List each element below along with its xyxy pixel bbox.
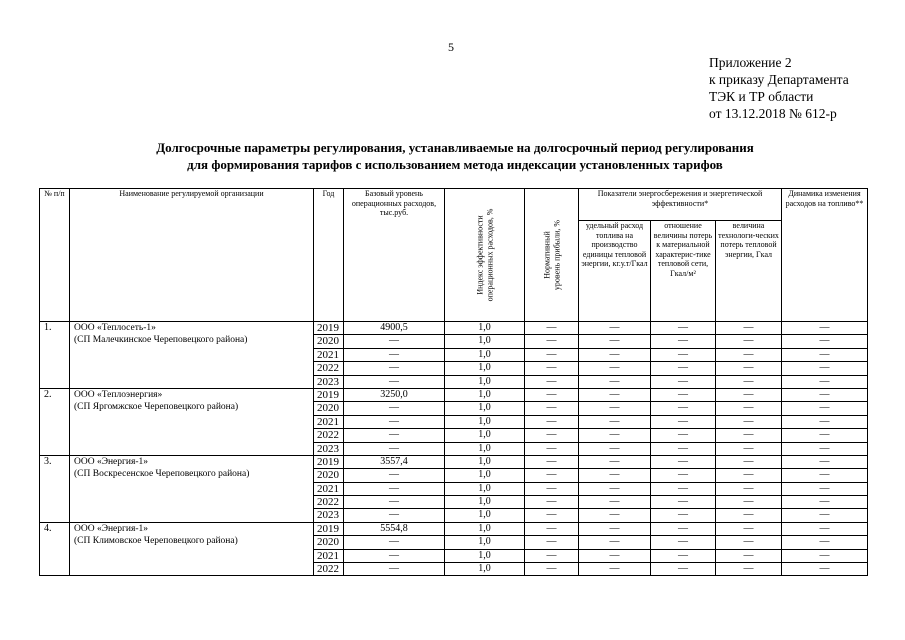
- base-expenses-cell: —: [344, 442, 445, 455]
- base-expenses-cell: 4900,5: [344, 322, 445, 335]
- profit-level-cell: —: [525, 522, 579, 535]
- heat-losses-cell: —: [716, 442, 782, 455]
- organization-name: [70, 455, 314, 522]
- profit-level-cell: —: [525, 402, 579, 415]
- profit-level-cell: —: [525, 549, 579, 562]
- header-eff-index: [445, 189, 525, 322]
- efficiency-index-cell: 1,0: [445, 388, 525, 401]
- heat-losses-cell: —: [716, 415, 782, 428]
- fuel-dynamics-cell: —: [782, 375, 868, 388]
- organization-location: (СП Яргомжское Череповецкого района): [74, 401, 239, 412]
- profit-level-cell: —: [525, 348, 579, 361]
- fuel-dynamics-cell: —: [782, 522, 868, 535]
- profit-level-cell: —: [525, 455, 579, 468]
- appendix-line: от 13.12.2018 № 612-р: [709, 106, 837, 121]
- efficiency-index-cell: 1,0: [445, 482, 525, 495]
- heat-losses-cell: —: [716, 375, 782, 388]
- heat-losses-cell: —: [716, 522, 782, 535]
- year-cell: 2022: [314, 362, 344, 375]
- header-num: № п/п: [40, 189, 70, 322]
- header-eff-index-line: Индекс эффективности: [475, 215, 484, 295]
- fuel-consumption-cell: —: [579, 402, 651, 415]
- profit-level-cell: —: [525, 563, 579, 576]
- loss-ratio-cell: —: [651, 362, 716, 375]
- efficiency-index-cell: 1,0: [445, 522, 525, 535]
- loss-ratio-cell: —: [651, 536, 716, 549]
- base-expenses-cell: 3250,0: [344, 388, 445, 401]
- efficiency-index-cell: 1,0: [445, 536, 525, 549]
- fuel-dynamics-cell: —: [782, 482, 868, 495]
- base-expenses-cell: —: [344, 362, 445, 375]
- loss-ratio-cell: —: [651, 348, 716, 361]
- year-cell: 2019: [314, 388, 344, 401]
- year-cell: 2019: [314, 455, 344, 468]
- base-expenses-cell: —: [344, 402, 445, 415]
- fuel-dynamics-cell: —: [782, 388, 868, 401]
- loss-ratio-cell: —: [651, 563, 716, 576]
- efficiency-index-cell: 1,0: [445, 549, 525, 562]
- fuel-dynamics-cell: —: [782, 469, 868, 482]
- title-line: для формирования тарифов с использованием метода индексации установленных тарифов: [187, 157, 723, 172]
- fuel-consumption-cell: —: [579, 388, 651, 401]
- efficiency-index-cell: 1,0: [445, 469, 525, 482]
- row-number: 1.: [40, 322, 70, 389]
- header-energy-group: Показатели энергосбережения и энергетической эффективности*: [579, 189, 782, 221]
- heat-losses-cell: —: [716, 509, 782, 522]
- year-cell: 2022: [314, 496, 344, 509]
- heat-losses-cell: —: [716, 482, 782, 495]
- efficiency-index-cell: 1,0: [445, 496, 525, 509]
- title-line: Долгосрочные параметры регулирования, устанавливаемые на долгосрочный период регулирования: [156, 140, 754, 155]
- loss-ratio-cell: —: [651, 335, 716, 348]
- base-expenses-cell: —: [344, 509, 445, 522]
- fuel-dynamics-cell: —: [782, 348, 868, 361]
- fuel-dynamics-cell: —: [782, 415, 868, 428]
- table-row: [40, 522, 868, 535]
- base-expenses-cell: —: [344, 429, 445, 442]
- heat-losses-cell: —: [716, 549, 782, 562]
- organization-title: ООО «Энергия-1»: [74, 456, 149, 467]
- row-number: 2.: [40, 388, 70, 455]
- profit-level-cell: —: [525, 442, 579, 455]
- efficiency-index-cell: 1,0: [445, 509, 525, 522]
- heat-losses-cell: —: [716, 402, 782, 415]
- table-row: [40, 455, 868, 468]
- fuel-consumption-cell: —: [579, 415, 651, 428]
- year-cell: 2021: [314, 348, 344, 361]
- base-expenses-cell: —: [344, 415, 445, 428]
- row-number: 4.: [40, 522, 70, 576]
- efficiency-index-cell: 1,0: [445, 348, 525, 361]
- fuel-dynamics-cell: —: [782, 455, 868, 468]
- profit-level-cell: —: [525, 415, 579, 428]
- efficiency-index-cell: 1,0: [445, 429, 525, 442]
- organization-name: [70, 522, 314, 576]
- loss-ratio-cell: —: [651, 509, 716, 522]
- header-org: Наименование регулируемой организации: [70, 189, 314, 322]
- fuel-consumption-cell: —: [579, 496, 651, 509]
- appendix-line: ТЭК и ТР области: [709, 89, 814, 104]
- year-cell: 2022: [314, 429, 344, 442]
- fuel-consumption-cell: —: [579, 522, 651, 535]
- organization-title: ООО «Теплосеть-1»: [74, 323, 156, 333]
- document-title: [60, 139, 850, 173]
- heat-losses-cell: —: [716, 429, 782, 442]
- profit-level-cell: —: [525, 375, 579, 388]
- heat-losses-cell: —: [716, 455, 782, 468]
- loss-ratio-cell: —: [651, 496, 716, 509]
- fuel-consumption-cell: —: [579, 549, 651, 562]
- efficiency-index-cell: 1,0: [445, 362, 525, 375]
- fuel-consumption-cell: —: [579, 469, 651, 482]
- year-cell: 2019: [314, 322, 344, 335]
- profit-level-cell: —: [525, 496, 579, 509]
- header-eff-index-line: операционных расходов, %: [484, 208, 494, 302]
- fuel-dynamics-cell: —: [782, 402, 868, 415]
- header-profit-line: уровень прибыли, %: [551, 219, 561, 291]
- efficiency-index-cell: 1,0: [445, 335, 525, 348]
- fuel-dynamics-cell: —: [782, 536, 868, 549]
- fuel-dynamics-cell: —: [782, 442, 868, 455]
- header-base: Базовый уровень операционных расходов, тыс.руб.: [344, 189, 445, 322]
- heat-losses-cell: —: [716, 335, 782, 348]
- efficiency-index-cell: 1,0: [445, 322, 525, 335]
- table-body: [40, 322, 868, 576]
- loss-ratio-cell: —: [651, 388, 716, 401]
- header-profit-line: Нормативный: [542, 231, 551, 279]
- efficiency-index-cell: 1,0: [445, 375, 525, 388]
- efficiency-index-cell: 1,0: [445, 442, 525, 455]
- organization-name: [70, 322, 314, 389]
- heat-losses-cell: —: [716, 496, 782, 509]
- loss-ratio-cell: —: [651, 455, 716, 468]
- profit-level-cell: —: [525, 482, 579, 495]
- fuel-consumption-cell: —: [579, 322, 651, 335]
- parameters-table: [39, 188, 868, 576]
- loss-ratio-cell: —: [651, 322, 716, 335]
- base-expenses-cell: 5554,8: [344, 522, 445, 535]
- heat-losses-cell: —: [716, 388, 782, 401]
- fuel-consumption-cell: —: [579, 455, 651, 468]
- header-loss-ratio: отношение величины потерь к материальной характерис-тике тепловой сети, Гкал/м²: [651, 221, 716, 322]
- base-expenses-cell: —: [344, 469, 445, 482]
- appendix-line: к приказу Департамента: [709, 72, 849, 87]
- year-cell: 2023: [314, 375, 344, 388]
- header-losses: величина технологи-ческих потерь тепловой энергии, Гкал: [716, 221, 782, 322]
- loss-ratio-cell: —: [651, 442, 716, 455]
- loss-ratio-cell: —: [651, 415, 716, 428]
- fuel-dynamics-cell: —: [782, 509, 868, 522]
- base-expenses-cell: 3557,4: [344, 455, 445, 468]
- year-cell: 2020: [314, 469, 344, 482]
- loss-ratio-cell: —: [651, 429, 716, 442]
- base-expenses-cell: —: [344, 375, 445, 388]
- header-fuel: удельный расход топлива на производство единицы тепловой энергии, кг.у.т/Гкал: [579, 221, 651, 322]
- organization-name: [70, 388, 314, 455]
- base-expenses-cell: —: [344, 482, 445, 495]
- fuel-consumption-cell: —: [579, 482, 651, 495]
- year-cell: 2020: [314, 335, 344, 348]
- year-cell: 2023: [314, 442, 344, 455]
- fuel-consumption-cell: —: [579, 375, 651, 388]
- appendix-block: [709, 54, 849, 122]
- year-cell: 2021: [314, 415, 344, 428]
- year-cell: 2019: [314, 522, 344, 535]
- heat-losses-cell: —: [716, 322, 782, 335]
- loss-ratio-cell: —: [651, 549, 716, 562]
- year-cell: 2021: [314, 482, 344, 495]
- fuel-dynamics-cell: —: [782, 563, 868, 576]
- profit-level-cell: —: [525, 429, 579, 442]
- fuel-dynamics-cell: —: [782, 549, 868, 562]
- heat-losses-cell: —: [716, 563, 782, 576]
- efficiency-index-cell: 1,0: [445, 563, 525, 576]
- organization-location: (СП Воскресенское Череповецкого района): [74, 468, 250, 479]
- organization-title: ООО «Энергия-1»: [74, 523, 149, 534]
- base-expenses-cell: —: [344, 496, 445, 509]
- header-year: Год: [314, 189, 344, 322]
- organization-title: ООО «Теплоэнергия»: [74, 389, 163, 400]
- year-cell: 2021: [314, 549, 344, 562]
- organization-location: (СП Климовское Череповецкого района): [74, 535, 238, 546]
- profit-level-cell: —: [525, 322, 579, 335]
- efficiency-index-cell: 1,0: [445, 455, 525, 468]
- heat-losses-cell: —: [716, 362, 782, 375]
- heat-losses-cell: —: [716, 469, 782, 482]
- profit-level-cell: —: [525, 388, 579, 401]
- table-row: [40, 388, 868, 401]
- loss-ratio-cell: —: [651, 402, 716, 415]
- heat-losses-cell: —: [716, 536, 782, 549]
- profit-level-cell: —: [525, 335, 579, 348]
- loss-ratio-cell: —: [651, 375, 716, 388]
- fuel-dynamics-cell: —: [782, 496, 868, 509]
- fuel-consumption-cell: —: [579, 429, 651, 442]
- base-expenses-cell: —: [344, 549, 445, 562]
- base-expenses-cell: —: [344, 335, 445, 348]
- base-expenses-cell: —: [344, 563, 445, 576]
- page-number: 5: [448, 40, 454, 54]
- organization-location: (СП Малечкинское Череповецкого района): [74, 335, 248, 345]
- profit-level-cell: —: [525, 509, 579, 522]
- fuel-consumption-cell: —: [579, 362, 651, 375]
- base-expenses-cell: —: [344, 536, 445, 549]
- profit-level-cell: —: [525, 469, 579, 482]
- loss-ratio-cell: —: [651, 522, 716, 535]
- fuel-dynamics-cell: —: [782, 429, 868, 442]
- heat-losses-cell: —: [716, 348, 782, 361]
- fuel-dynamics-cell: —: [782, 362, 868, 375]
- fuel-consumption-cell: —: [579, 563, 651, 576]
- row-number: 3.: [40, 455, 70, 522]
- fuel-consumption-cell: —: [579, 509, 651, 522]
- fuel-consumption-cell: —: [579, 335, 651, 348]
- year-cell: 2020: [314, 536, 344, 549]
- base-expenses-cell: —: [344, 348, 445, 361]
- header-dynamics: Динамика изменения расходов на топливо**: [782, 189, 868, 322]
- year-cell: 2023: [314, 509, 344, 522]
- loss-ratio-cell: —: [651, 482, 716, 495]
- appendix-line: Приложение 2: [709, 55, 792, 70]
- efficiency-index-cell: 1,0: [445, 402, 525, 415]
- loss-ratio-cell: —: [651, 469, 716, 482]
- profit-level-cell: —: [525, 362, 579, 375]
- efficiency-index-cell: 1,0: [445, 415, 525, 428]
- table-row: [40, 322, 868, 335]
- fuel-dynamics-cell: —: [782, 335, 868, 348]
- fuel-consumption-cell: —: [579, 442, 651, 455]
- year-cell: 2020: [314, 402, 344, 415]
- profit-level-cell: —: [525, 536, 579, 549]
- fuel-consumption-cell: —: [579, 348, 651, 361]
- header-profit: [525, 189, 579, 322]
- year-cell: 2022: [314, 563, 344, 576]
- fuel-dynamics-cell: —: [782, 322, 868, 335]
- fuel-consumption-cell: —: [579, 536, 651, 549]
